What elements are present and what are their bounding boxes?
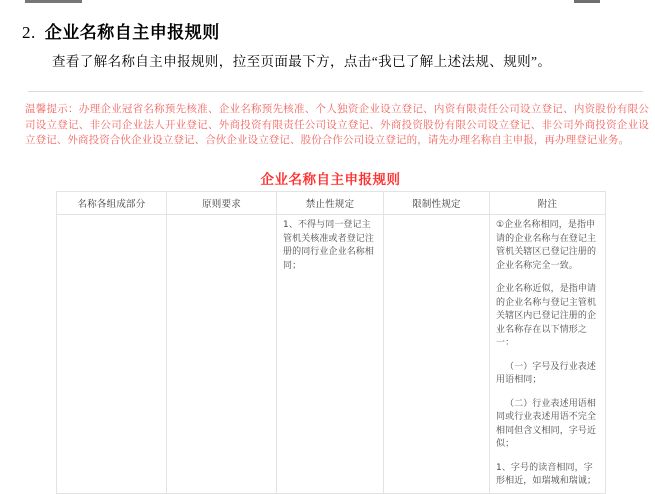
cell-notes	[490, 215, 606, 494]
note-line: 1、字号的读音相同，字形相近，如瑞城和瑞诚；	[496, 462, 597, 486]
top-chrome-bar-right	[574, 0, 600, 3]
heading-number: 2.	[22, 23, 36, 42]
top-chrome-bar-left	[25, 0, 82, 3]
intro-paragraph: 查看了解名称自主申报规则，拉至页面最下方，点击“我已了解上述法规、规则”。	[52, 54, 552, 69]
note-line: （二）行业表述用语相同或行业表述用语不完全相同但含义相同，字号近似；	[496, 398, 597, 449]
table-header-principle: 原则要求	[167, 192, 277, 215]
warning-tip-text: 温馨提示：办理企业冠省名称预先核准、企业名称预先核准、个人独资企业设立登记、内资有限责任公司设立登记、内资股份有限公司设立登记、非公司企业法人开业登记、外商投资有限责任公司设立登记、外商投资股份有限公司设立登记、非公司外商投资企业设立登记、外商投资合伙企业设立登记、合伙企业设立登记、股份合作公司设立登记的，请先办理名称自主申报，再办理登记业务。	[25, 103, 649, 146]
table-header-name-part: 名称各组成部分	[57, 192, 167, 215]
note-line: ①企业名称相同，是指申请的企业名称与在登记主管机关辖区已登记注册的企业名称完全一致。	[496, 220, 597, 271]
table-title: 企业名称自主申报规则	[260, 172, 401, 188]
cell-restriction	[384, 215, 490, 494]
section-divider	[28, 91, 643, 92]
note-line: 企业名称近似，是指申请的企业名称与登记主管机关辖区内已登记注册的企业名称存在以下情形之一：	[496, 284, 597, 348]
heading-text: 企业名称自主申报规则	[44, 23, 220, 43]
table-row	[57, 215, 606, 494]
cell-name-part	[57, 215, 167, 494]
table-header-row	[57, 192, 606, 215]
note-line: （一）字号及行业表述用语相同；	[496, 361, 597, 385]
table-header-restriction: 限制性规定	[384, 192, 490, 215]
table-header-prohibition: 禁止性规定	[277, 192, 384, 215]
page-heading	[22, 18, 220, 43]
table-header-notes: 附注	[490, 192, 606, 215]
cell-principle	[167, 215, 277, 494]
naming-rules-table	[56, 191, 606, 494]
cell-prohibition: 1、不得与同一登记主管机关核准或者登记注册的同行业企业名称相同；	[277, 215, 384, 494]
